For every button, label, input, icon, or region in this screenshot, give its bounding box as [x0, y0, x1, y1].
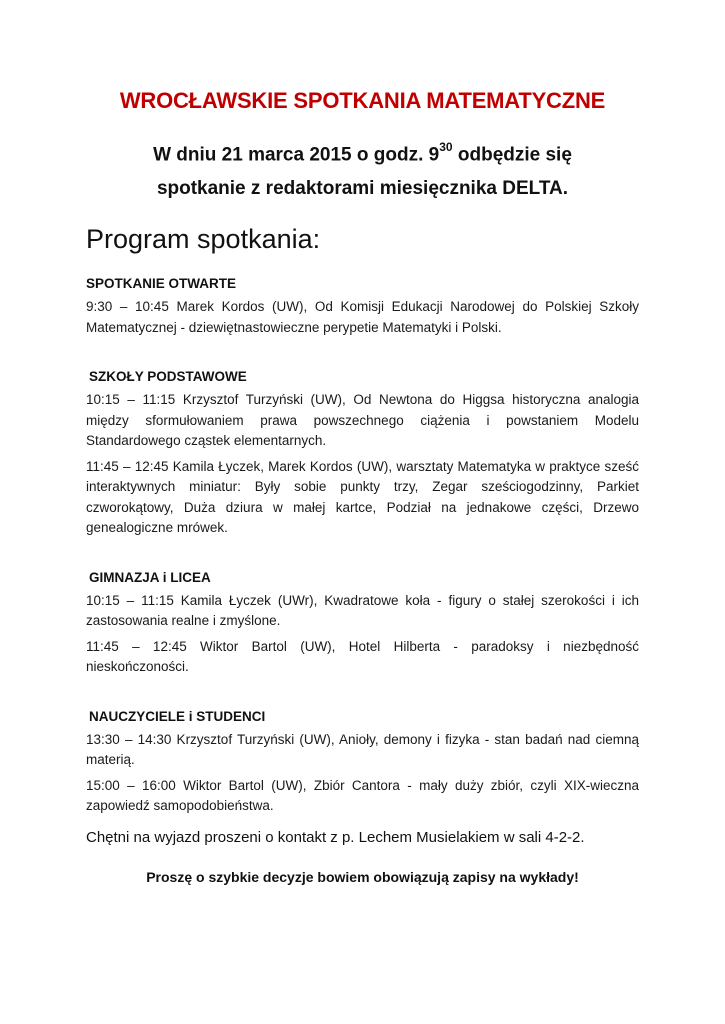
spacer — [86, 343, 639, 367]
program-entry: 15:00 – 16:00 Wiktor Bartol (UW), Zbiór Cantora - mały duży zbiór, czyli XIX-wieczna zapowiedź samopodobieństwa. — [86, 777, 639, 813]
section-primary-schools — [86, 367, 639, 539]
program-entry: 11:45 – 12:45 Wiktor Bartol (UW), Hotel Hilberta - paradoksy i niezbędność nieskończoności. — [86, 638, 639, 674]
subtitle-line-2: spotkanie z redaktorami miesięcznika DELTA. — [156, 178, 569, 199]
section-heading: SPOTKANIE OTWARTE — [86, 276, 237, 291]
subtitle-line-1-end: odbędzie się — [452, 144, 572, 166]
spacer — [86, 683, 639, 707]
program-entry: 9:30 – 10:45 Marek Kordos (UW), Od Komisji Edukacji Narodowej do Polskiej Szkoły Matematycznej - dziewiętnastowieczne perypetie Matematyki i Polski. — [86, 299, 639, 335]
document-title: WROCŁAWSKIE SPOTKANIA MATEMATYCZNE — [119, 88, 606, 113]
section-gymnasiums-high-schools — [86, 568, 639, 678]
section-open-meeting — [86, 274, 639, 338]
program-entry: 13:30 – 14:30 Krzysztof Turzyński (UW), Anioły, demony i fizyka - stan badań nad ciemną materią. — [86, 731, 639, 767]
final-note: Proszę o szybkie decyzje bowiem obowiązują zapisy na wykłady! — [146, 869, 579, 885]
subtitle-line-1 — [0, 142, 725, 166]
program-content — [86, 274, 639, 822]
contact-note: Chętni na wyjazd proszeni o kontakt z p. Lechem Musielakiem w sali 4-2-2. — [86, 829, 585, 846]
subtitle-time-minutes: 30 — [439, 140, 453, 154]
program-entry: 10:15 – 11:15 Krzysztof Turzyński (UW), Od Newtona do Higgsa historyczna analogia między sformułowaniem prawa powszechnego ciążenia i powstaniem Modelu Standardowego cząstek elementarnych. — [86, 392, 639, 448]
section-heading: SZKOŁY PODSTAWOWE — [89, 369, 247, 384]
program-heading: Program spotkania: — [86, 224, 321, 254]
subtitle-date-text: W dniu 21 marca 2015 o godz. 9 — [153, 144, 440, 166]
section-teachers-students — [86, 707, 639, 817]
section-heading: GIMNAZJA i LICEA — [89, 569, 211, 585]
spacer — [86, 544, 639, 568]
section-heading: NAUCZYCIELE i STUDENCI — [89, 708, 266, 724]
program-entry: 10:15 – 11:15 Kamila Łyczek (UWr), Kwadratowe koła - figury o stałej szerokości i ich zastosowania realne i zmyślone. — [86, 592, 639, 628]
program-entry: 11:45 – 12:45 Kamila Łyczek, Marek Kordos (UW), warsztaty Matematyka w praktyce sześć interaktywnych miniatur: Były sobie punkty trzy, Zegar sześciogodzinny, Parkiet czworokątowy, Duża dziura w małej kartce, Podział na jednakowe części, Drzewo genealogiczne mrówek. — [86, 458, 639, 535]
